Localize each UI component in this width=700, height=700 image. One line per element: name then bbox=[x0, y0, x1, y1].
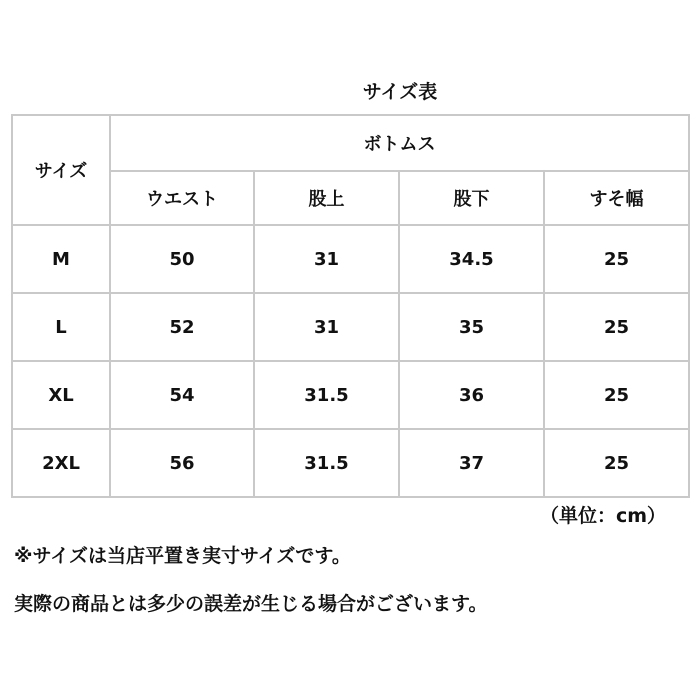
table-cell: 25 bbox=[544, 429, 689, 497]
disclaimer-note: 実際の商品とは多少の誤差が生じる場合がございます。 bbox=[14, 593, 488, 615]
table-title: サイズ表 bbox=[362, 81, 438, 103]
measurement-note: ※サイズは当店平置き実寸サイズです。 bbox=[14, 545, 351, 567]
column-header-rise: 股上 bbox=[254, 171, 399, 225]
table-cell: 25 bbox=[544, 293, 689, 361]
table-row bbox=[12, 293, 689, 361]
size-cell: L bbox=[12, 293, 110, 361]
group-header-bottoms: ボトムス bbox=[110, 115, 689, 171]
size-cell: 2XL bbox=[12, 429, 110, 497]
table-cell: 35 bbox=[399, 293, 544, 361]
table-cell: 36 bbox=[399, 361, 544, 429]
table-cell: 25 bbox=[544, 361, 689, 429]
table-cell: 37 bbox=[399, 429, 544, 497]
column-header-waist: ウエスト bbox=[110, 171, 254, 225]
table-cell: 50 bbox=[110, 225, 254, 293]
table-row bbox=[12, 429, 689, 497]
table-cell: 25 bbox=[544, 225, 689, 293]
header-row-columns bbox=[12, 171, 689, 225]
column-header-inseam: 股下 bbox=[399, 171, 544, 225]
table-row bbox=[12, 225, 689, 293]
size-cell: XL bbox=[12, 361, 110, 429]
unit-note: （単位：cm） bbox=[539, 505, 666, 527]
table-cell: 31 bbox=[254, 293, 399, 361]
table-cell: 31.5 bbox=[254, 429, 399, 497]
header-row-group bbox=[12, 115, 689, 171]
size-column-header: サイズ bbox=[12, 115, 110, 225]
column-header-hem-width: すそ幅 bbox=[544, 171, 689, 225]
size-cell: M bbox=[12, 225, 110, 293]
table-row bbox=[12, 361, 689, 429]
table-cell: 54 bbox=[110, 361, 254, 429]
size-table bbox=[11, 114, 690, 498]
table-cell: 31 bbox=[254, 225, 399, 293]
table-cell: 34.5 bbox=[399, 225, 544, 293]
table-cell: 31.5 bbox=[254, 361, 399, 429]
table-cell: 56 bbox=[110, 429, 254, 497]
table-cell: 52 bbox=[110, 293, 254, 361]
